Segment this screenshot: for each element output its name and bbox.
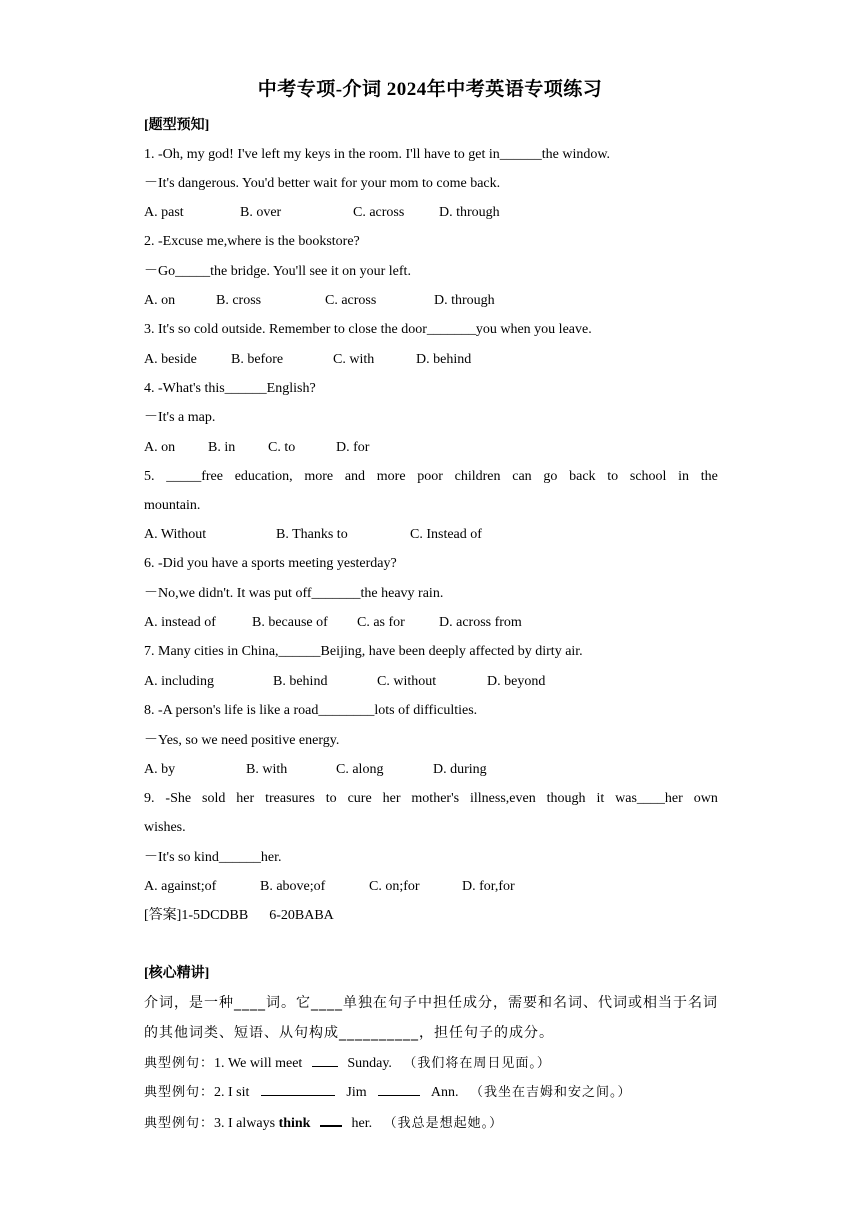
question-3-stem: 3. It's so cold outside. Remember to close the door_______you when you leave.: [144, 322, 592, 337]
word: and: [344, 469, 366, 484]
option-a: A. beside: [144, 352, 197, 367]
question-3-options: [144, 350, 471, 370]
blank-line: [261, 1081, 335, 1096]
example-text: Sunday.: [347, 1056, 392, 1071]
question-2-stem: 2. -Excuse me,where is the bookstore?: [144, 234, 360, 249]
word: more: [304, 469, 334, 484]
option-b: B. because of: [252, 615, 328, 630]
example-translation: （我总是想起她。）: [383, 1116, 504, 1131]
option-a: A. including: [144, 674, 214, 689]
option-a: A. on: [144, 293, 176, 308]
question-2-reply: －Go_____the bridge. You'll see it on your left.: [144, 264, 411, 279]
word: was____her: [615, 791, 683, 806]
option-c: C. across: [353, 205, 405, 220]
page-title: 中考专项-介词 2024年中考英语专项练习: [257, 79, 603, 100]
word: mother's: [411, 791, 460, 806]
question-4-reply: －It's a map.: [144, 410, 216, 425]
example-text: Jim: [346, 1085, 367, 1100]
question-6-options: [144, 613, 522, 633]
question-9-stem: [144, 789, 718, 809]
word: it: [596, 791, 605, 806]
word: poor: [417, 469, 443, 484]
example-keyword: think: [278, 1116, 311, 1131]
option-a: A. on: [144, 440, 176, 455]
option-c: C. as for: [357, 615, 405, 630]
word: -She: [165, 791, 192, 806]
example-translation: （我坐在吉姆和安之间。）: [470, 1085, 632, 1100]
word: to: [607, 469, 619, 484]
option-a: A. instead of: [144, 615, 216, 630]
option-a: A. Without: [144, 527, 207, 542]
word: _____free: [166, 469, 223, 484]
example-prefix: 典型例句：: [144, 1056, 215, 1071]
option-b: B. Thanks to: [276, 527, 348, 542]
example-sentence-3: [144, 1111, 503, 1134]
example-prefix: 典型例句：: [144, 1085, 215, 1100]
word: 9.: [144, 791, 155, 806]
option-c: C. without: [377, 674, 437, 689]
word: can: [512, 469, 532, 484]
option-b: B. cross: [216, 293, 262, 308]
example-sentence-2: [144, 1081, 632, 1103]
option-d: D. beyond: [487, 674, 546, 689]
word: to: [325, 791, 337, 806]
option-c: C. across: [325, 293, 377, 308]
word: own: [693, 791, 718, 806]
question-8-options: [144, 760, 487, 780]
example-text: 2. I sit: [214, 1085, 250, 1100]
question-7-stem: 7. Many cities in China,______Beijing, have been deeply affected by dirty air.: [144, 644, 583, 659]
question-1-reply: －It's dangerous. You'd better wait for your mom to come back.: [144, 176, 501, 191]
option-a: A. by: [144, 762, 176, 777]
word: treasures: [265, 791, 315, 806]
option-c: C. Instead of: [410, 527, 482, 542]
question-5-stem: [144, 467, 718, 487]
word: though: [546, 791, 586, 806]
question-5-stem-continued: mountain.: [144, 498, 201, 513]
example-prefix: 典型例句：: [144, 1116, 215, 1131]
word: in: [678, 469, 690, 484]
word: the: [700, 469, 718, 484]
option-c: C. with: [333, 352, 375, 367]
option-d: D. behind: [416, 352, 472, 367]
option-d: D. for,for: [462, 879, 515, 894]
word: school: [629, 469, 667, 484]
question-7-options: [144, 672, 545, 692]
question-1-stem: 1. -Oh, my god! I've left my keys in the room. I'll have to get in______the window.: [144, 147, 611, 162]
question-6-reply: －No,we didn't. It was put off_______the heavy rain.: [144, 586, 444, 601]
option-b: B. before: [231, 352, 284, 367]
word: her: [236, 791, 255, 806]
core-paragraph-line-2: 的其他词类、短语、从句构成__________，担任句子的成分。: [144, 1025, 554, 1041]
blank-line: [312, 1052, 338, 1067]
question-4-options: [144, 438, 369, 458]
option-b: B. behind: [273, 674, 328, 689]
example-text: 1. We will meet: [214, 1056, 303, 1071]
option-c: C. to: [268, 440, 296, 455]
option-d: D. through: [434, 293, 495, 308]
question-1-options: [144, 203, 500, 223]
option-d: D. through: [439, 205, 500, 220]
core-paragraph-line-1: 介词，是一种____词。它____单独在句子中担任成分，需要和名词、代词或相当于名词: [144, 995, 718, 1011]
example-text: 3. I always: [214, 1116, 276, 1131]
question-4-stem: 4. -What's this______English?: [144, 381, 316, 396]
question-8-reply: －Yes, so we need positive energy.: [144, 733, 340, 748]
word: illness,even: [469, 791, 536, 806]
question-9-reply: －It's so kind______her.: [144, 850, 282, 865]
example-sentence-1: [144, 1052, 551, 1074]
example-text: her.: [351, 1116, 373, 1131]
word: cure: [347, 791, 372, 806]
section-heading-preview: [题型预知]: [144, 118, 210, 133]
option-d: D. during: [433, 762, 487, 777]
option-c: C. on;for: [369, 879, 420, 894]
word: her: [382, 791, 401, 806]
option-a: A. past: [144, 205, 184, 220]
option-b: B. over: [240, 205, 282, 220]
question-2-options: [144, 291, 495, 311]
question-5-options: [144, 525, 482, 545]
option-b: B. above;of: [260, 879, 326, 894]
word: back: [569, 469, 596, 484]
question-9-options: [144, 877, 515, 897]
question-6-stem: 6. -Did you have a sports meeting yesterday?: [144, 556, 397, 571]
word: sold: [202, 791, 226, 806]
option-d: D. for: [336, 440, 370, 455]
option-b: B. with: [246, 762, 288, 777]
blank-line: [320, 1111, 342, 1127]
option-c: C. along: [336, 762, 384, 777]
example-text: Ann.: [430, 1085, 459, 1100]
answer-key: [答案]1-5DCDBB 6-20BABA: [144, 908, 334, 923]
option-d: D. across from: [439, 615, 522, 630]
question-8-stem: 8. -A person's life is like a road________lots of difficulties.: [144, 703, 478, 718]
word: more: [376, 469, 406, 484]
section-heading-core: [核心精讲]: [144, 966, 210, 981]
word: education,: [234, 469, 293, 484]
option-a: A. against;of: [144, 879, 217, 894]
word: 5.: [144, 469, 155, 484]
word: go: [543, 469, 558, 484]
question-9-stem-continued: wishes.: [144, 820, 186, 835]
option-b: B. in: [208, 440, 236, 455]
word: children: [454, 469, 501, 484]
blank-line: [378, 1081, 420, 1096]
example-translation: （我们将在周日见面。）: [403, 1056, 551, 1071]
